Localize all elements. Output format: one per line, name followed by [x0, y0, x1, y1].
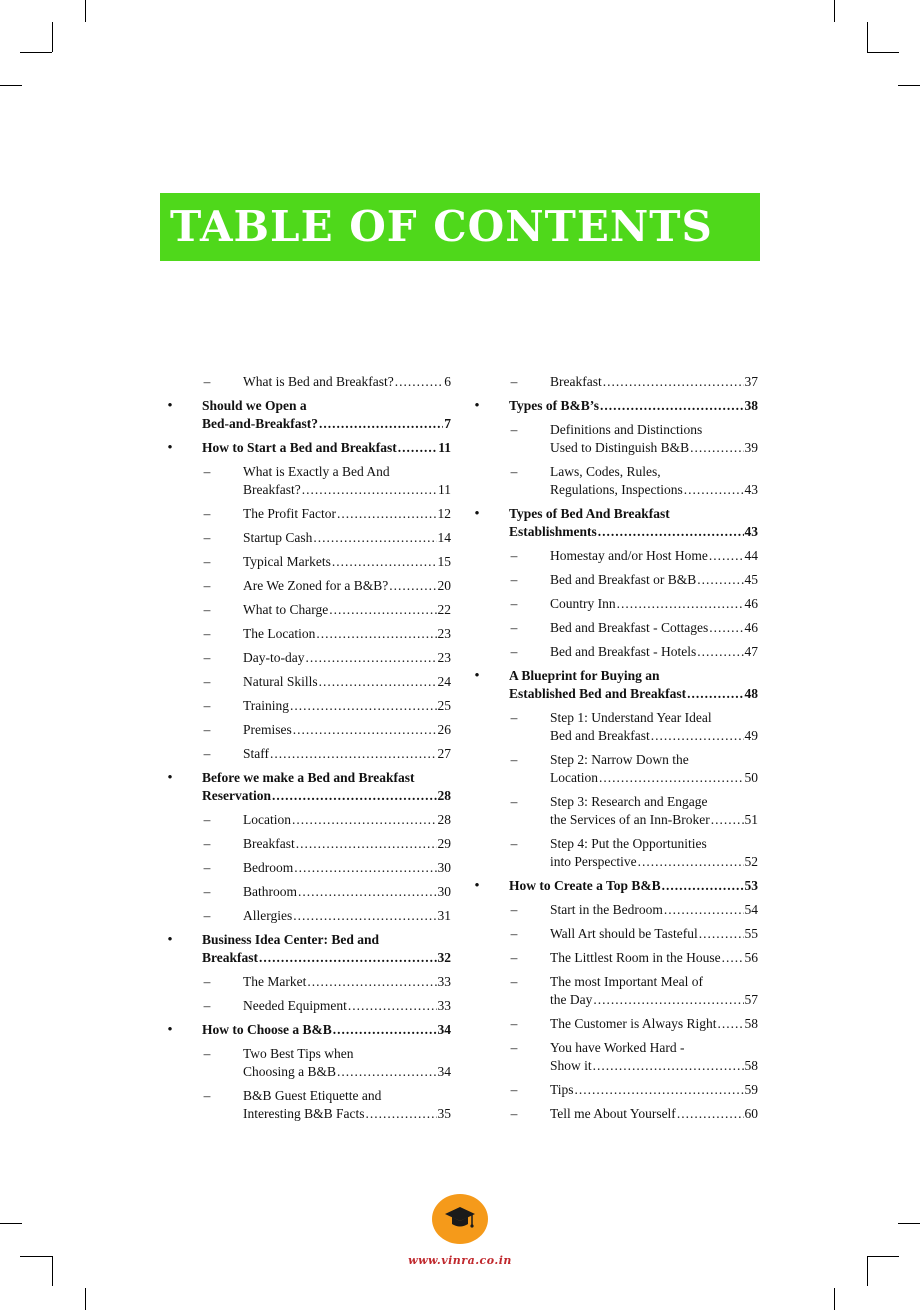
dot-leader [593, 1057, 744, 1075]
toc-entry-title: Types of Bed And Breakfast [509, 506, 670, 521]
toc-entry-title: Step 4: Put the Opportunities [550, 836, 707, 851]
dash-icon: – [510, 710, 518, 725]
dot-leader [677, 1105, 744, 1123]
toc-page-number: 12 [437, 506, 451, 521]
dash-icon: – [203, 530, 211, 545]
dash-icon: – [510, 1040, 518, 1055]
dash-icon: – [510, 596, 518, 611]
toc-page-number: 55 [744, 926, 758, 941]
dash-icon: – [510, 1106, 518, 1121]
toc-page-number: 49 [744, 728, 758, 743]
toc-page-number: 54 [744, 902, 758, 917]
crop-mark [867, 22, 868, 52]
toc-entry-title: Start in the Bedroom [550, 902, 663, 917]
toc-entry-title: The Profit Factor [243, 506, 336, 521]
toc-entry-title: Bedroom [243, 860, 294, 875]
dash-icon: – [510, 836, 518, 851]
toc-entry-title: The Littlest Room in the House [550, 950, 721, 965]
dash-icon: – [203, 974, 211, 989]
dash-icon: – [203, 554, 211, 569]
dot-leader [697, 571, 743, 589]
toc-entry-title: Regulations, Inspections [550, 482, 683, 497]
dot-leader [617, 595, 744, 613]
crop-mark [867, 52, 899, 53]
dash-icon: – [510, 620, 518, 635]
toc-page-number: 25 [437, 698, 451, 713]
dot-leader [662, 877, 744, 895]
dot-leader [313, 529, 436, 547]
dash-icon: – [203, 1088, 211, 1103]
bullet-icon: • [474, 398, 480, 414]
toc-entry-title: Breakfast? [243, 482, 301, 497]
toc-page-number: 43 [744, 524, 758, 539]
toc-section-entry[interactable] [163, 553, 451, 571]
toc-section-entry[interactable] [470, 973, 758, 1009]
crop-mark [0, 85, 22, 86]
toc-page-number: 43 [744, 482, 758, 497]
toc-section-entry[interactable] [470, 901, 758, 919]
dot-leader [699, 925, 744, 943]
dash-icon: – [203, 860, 211, 875]
dash-icon: – [510, 644, 518, 659]
toc-page-number: 14 [437, 530, 451, 545]
dot-leader [575, 1081, 744, 1099]
dot-leader [337, 1063, 436, 1081]
dot-leader [722, 949, 744, 967]
crop-mark [867, 1256, 899, 1257]
toc-page-number: 53 [744, 878, 758, 893]
toc-entry-title: What is Bed and Breakfast? [243, 374, 394, 389]
toc-entry-title: What to Charge [243, 602, 329, 617]
toc-section-entry[interactable] [470, 421, 758, 457]
toc-section-entry[interactable] [163, 373, 451, 391]
toc-section-entry[interactable] [163, 577, 451, 595]
dash-icon: – [510, 374, 518, 389]
toc-page-number: 26 [437, 722, 451, 737]
toc-entry-title: The Market [243, 974, 307, 989]
toc-entry-title: Step 3: Research and Engage [550, 794, 708, 809]
toc-section-entry[interactable] [470, 793, 758, 829]
toc-page-number: 15 [437, 554, 451, 569]
toc-page-number: 52 [744, 854, 758, 869]
toc-entry-title: the Services of an Inn-Broker [550, 812, 710, 827]
toc-section-entry[interactable] [163, 811, 451, 829]
toc-page-number: 56 [744, 950, 758, 965]
toc-chapter-entry[interactable] [470, 397, 758, 415]
dot-leader [600, 397, 743, 415]
dash-icon: – [510, 548, 518, 563]
dash-icon: – [510, 974, 518, 989]
toc-page-number: 30 [437, 884, 451, 899]
toc-section-entry[interactable] [163, 601, 451, 619]
toc-page-number: 6 [444, 374, 451, 389]
crop-mark [834, 1288, 835, 1310]
crop-mark [898, 1223, 920, 1224]
dot-leader [316, 625, 436, 643]
toc-section-entry[interactable] [470, 571, 758, 589]
toc-entry-title: Bed and Breakfast or B&B [550, 572, 697, 587]
toc-page-number: 23 [437, 650, 451, 665]
toc-entry-title: A Blueprint for Buying an [509, 668, 660, 683]
toc-entry-title: Country Inn [550, 596, 616, 611]
dot-leader [292, 811, 437, 829]
dot-leader [366, 1105, 437, 1123]
dash-icon: – [510, 422, 518, 437]
toc-entry-title: Definitions and Distinctions [550, 422, 703, 437]
page-title: TABLE OF CONTENTS [170, 202, 713, 251]
toc-section-entry[interactable] [163, 697, 451, 715]
dash-icon: – [203, 812, 211, 827]
toc-entry-title: B&B Guest Etiquette and [243, 1088, 382, 1103]
toc-entry-title: Wall Art should be Tasteful [550, 926, 698, 941]
dot-leader [599, 769, 744, 787]
toc-entry-title: Should we Open a [202, 398, 307, 413]
toc-section-entry[interactable] [470, 1105, 758, 1123]
bullet-icon: • [167, 398, 173, 414]
toc-entry-title: Premises [243, 722, 292, 737]
dot-leader [272, 787, 437, 805]
dash-icon: – [510, 902, 518, 917]
toc-entry-title: Needed Equipment [243, 998, 347, 1013]
toc-page-number: 30 [437, 860, 451, 875]
toc-page-number: 59 [744, 1082, 758, 1097]
toc-entry-title: Reservation [202, 788, 271, 803]
dot-leader [687, 685, 743, 703]
dot-leader [270, 745, 437, 763]
dash-icon: – [510, 752, 518, 767]
toc-section-entry[interactable] [470, 595, 758, 613]
crop-mark [834, 0, 835, 22]
toc-section-entry[interactable] [470, 643, 758, 661]
toc-entry-title: Training [243, 698, 290, 713]
dash-icon: – [203, 722, 211, 737]
dot-leader [598, 523, 744, 541]
toc-page-number: 46 [744, 620, 758, 635]
toc-page-number: 51 [744, 812, 758, 827]
crop-mark [20, 1256, 52, 1257]
dash-icon: – [203, 578, 211, 593]
dot-leader [307, 973, 436, 991]
toc-section-entry[interactable] [470, 547, 758, 565]
toc-entry-title: How to Choose a B&B [202, 1022, 332, 1037]
dot-leader [293, 907, 436, 925]
toc-page-number: 44 [744, 548, 758, 563]
dash-icon: – [510, 926, 518, 941]
toc-page-number: 22 [437, 602, 451, 617]
toc-section-entry[interactable] [163, 835, 451, 853]
toc-entry-title: Breakfast [243, 836, 295, 851]
toc-chapter-entry[interactable] [163, 1021, 451, 1039]
toc-entry-title: What is Exactly a Bed And [243, 464, 390, 479]
dot-leader [593, 991, 743, 1009]
toc-section-entry[interactable] [163, 883, 451, 901]
toc-section-entry[interactable] [470, 1081, 758, 1099]
toc-section-entry[interactable] [470, 373, 758, 391]
toc-section-entry[interactable] [470, 751, 758, 787]
dot-leader [332, 553, 437, 571]
crop-mark [867, 1256, 868, 1286]
toc-section-entry[interactable] [163, 907, 451, 925]
toc-page-number: 24 [437, 674, 451, 689]
toc-entry-title: Allergies [243, 908, 293, 923]
dot-leader [389, 577, 436, 595]
toc-entry-title: How to Start a Bed and Breakfast [202, 440, 397, 455]
toc-entry-title: Bed and Breakfast - Hotels [550, 644, 697, 659]
dot-leader [319, 415, 443, 433]
toc-page-number: 23 [437, 626, 451, 641]
toc-entry-title: Tips [550, 1082, 574, 1097]
toc-section-entry[interactable] [470, 835, 758, 871]
toc-section-entry[interactable] [163, 1045, 451, 1081]
dash-icon: – [510, 464, 518, 479]
toc-section-entry[interactable] [163, 625, 451, 643]
toc-page-number: 60 [744, 1106, 758, 1121]
toc-entry-title: Interesting B&B Facts [243, 1106, 365, 1121]
toc-page-number: 58 [744, 1016, 758, 1031]
toc-section-entry[interactable] [163, 859, 451, 877]
toc-entry-title: Location [550, 770, 598, 785]
toc-page-number: 35 [437, 1106, 451, 1121]
dash-icon: – [203, 908, 211, 923]
toc-chapter-entry[interactable] [470, 667, 758, 703]
toc-page-number: 45 [744, 572, 758, 587]
toc-entry-title: Step 1: Understand Year Ideal [550, 710, 712, 725]
toc-section-entry[interactable] [470, 463, 758, 499]
dash-icon: – [203, 650, 211, 665]
toc-page-number: 48 [744, 686, 758, 701]
dash-icon: – [510, 1082, 518, 1097]
dash-icon: – [203, 674, 211, 689]
dot-leader [638, 853, 744, 871]
toc-page-number: 33 [437, 974, 451, 989]
dot-leader [395, 373, 444, 391]
bullet-icon: • [474, 506, 480, 522]
toc-left-column [163, 373, 451, 1129]
crop-mark [52, 1256, 53, 1286]
bullet-icon: • [474, 878, 480, 894]
toc-section-entry[interactable] [163, 463, 451, 499]
bullet-icon: • [167, 440, 173, 456]
toc-section-entry[interactable] [163, 1087, 451, 1123]
toc-chapter-entry[interactable] [470, 505, 758, 541]
dot-leader [305, 649, 436, 667]
toc-page-number: 28 [437, 812, 451, 827]
dot-leader [718, 1015, 744, 1033]
toc-entry-title: Laws, Codes, Rules, [550, 464, 661, 479]
dash-icon: – [203, 746, 211, 761]
bullet-icon: • [474, 668, 480, 684]
dot-leader [348, 997, 437, 1015]
dot-leader [690, 439, 743, 457]
toc-page-number: 33 [437, 998, 451, 1013]
toc-page-number: 38 [744, 398, 758, 413]
dot-leader [302, 481, 437, 499]
dot-leader [294, 859, 436, 877]
toc-chapter-entry[interactable] [163, 769, 451, 805]
graduation-cap-logo-icon [432, 1194, 488, 1244]
toc-section-entry[interactable] [163, 505, 451, 523]
dot-leader [664, 901, 744, 919]
toc-entry-title: Startup Cash [243, 530, 313, 545]
toc-page-number: 34 [437, 1022, 451, 1037]
toc-entry-title: How to Create a Top B&B [509, 878, 661, 893]
toc-page-number: 7 [444, 416, 451, 431]
dash-icon: – [203, 464, 211, 479]
dot-leader [709, 547, 744, 565]
toc-entry-title: You have Worked Hard - [550, 1040, 685, 1055]
toc-entry-title: Choosing a B&B [243, 1064, 337, 1079]
toc-section-entry[interactable] [163, 649, 451, 667]
toc-section-entry[interactable] [163, 997, 451, 1015]
dot-leader [711, 811, 744, 829]
dash-icon: – [203, 698, 211, 713]
dash-icon: – [203, 998, 211, 1013]
toc-entry-title: Natural Skills [243, 674, 318, 689]
dash-icon: – [510, 794, 518, 809]
toc-page-number: 47 [744, 644, 758, 659]
toc-entry-title: The Location [243, 626, 316, 641]
toc-page-number: 31 [437, 908, 451, 923]
toc-section-entry[interactable] [470, 709, 758, 745]
toc-entry-title: Bed and Breakfast [550, 728, 650, 743]
toc-page-number: 27 [437, 746, 451, 761]
toc-section-entry[interactable] [163, 673, 451, 691]
dot-leader [329, 601, 436, 619]
toc-entry-title: Staff [243, 746, 269, 761]
toc-page-number: 28 [437, 788, 451, 803]
toc-entry-title: Tell me About Yourself [550, 1106, 676, 1121]
dash-icon: – [203, 602, 211, 617]
dash-icon: – [510, 950, 518, 965]
dot-leader [290, 697, 436, 715]
toc-entry-title: Before we make a Bed and Breakfast [202, 770, 415, 785]
toc-section-entry[interactable] [470, 619, 758, 637]
dot-leader [651, 727, 744, 745]
toc-entry-title: Day-to-day [243, 650, 305, 665]
crop-mark [52, 22, 53, 52]
toc-chapter-entry[interactable] [163, 397, 451, 433]
toc-page-number: 46 [744, 596, 758, 611]
crop-mark [20, 52, 52, 53]
dot-leader [398, 439, 437, 457]
toc-right-column [470, 373, 758, 1129]
dash-icon: – [510, 572, 518, 587]
toc-section-entry[interactable] [470, 949, 758, 967]
title-banner [160, 193, 760, 261]
toc-section-entry[interactable] [163, 745, 451, 763]
toc-section-entry[interactable] [470, 1039, 758, 1075]
toc-section-entry[interactable] [470, 1015, 758, 1033]
dot-leader [293, 721, 437, 739]
dash-icon: – [203, 836, 211, 851]
toc-entry-title: Bed and Breakfast - Cottages [550, 620, 709, 635]
toc-page-number: 39 [744, 440, 758, 455]
toc-page-number: 11 [438, 482, 451, 497]
dot-leader [259, 949, 437, 967]
dot-leader [298, 883, 437, 901]
toc-page-number: 57 [744, 992, 758, 1007]
website-url[interactable]: www.vinra.co.in [408, 1254, 512, 1267]
dash-icon: – [203, 884, 211, 899]
toc-entry-title: Show it [550, 1058, 592, 1073]
dot-leader [319, 673, 437, 691]
dot-leader [333, 1021, 437, 1039]
dash-icon: – [510, 1016, 518, 1031]
dash-icon: – [203, 506, 211, 521]
toc-entry-title: Two Best Tips when [243, 1046, 354, 1061]
crop-mark [0, 1223, 22, 1224]
bullet-icon: • [167, 1022, 173, 1038]
bullet-icon: • [167, 932, 173, 948]
toc-entry-title: The most Important Meal of [550, 974, 703, 989]
toc-entry-title: Bathroom [243, 884, 297, 899]
toc-section-entry[interactable] [470, 925, 758, 943]
toc-entry-title: Bed-and-Breakfast? [202, 416, 319, 431]
bullet-icon: • [167, 770, 173, 786]
toc-section-entry[interactable] [163, 721, 451, 739]
toc-entry-title: Are We Zoned for a B&B? [243, 578, 389, 593]
toc-entry-title: Used to Distinguish B&B [550, 440, 690, 455]
toc-entry-title: The Customer is Always Right [550, 1016, 717, 1031]
toc-section-entry[interactable] [163, 529, 451, 547]
dot-leader [337, 505, 437, 523]
toc-page-number: 58 [744, 1058, 758, 1073]
dash-icon: – [203, 1046, 211, 1061]
dash-icon: – [203, 626, 211, 641]
dot-leader [697, 643, 743, 661]
toc-entry-title: Breakfast [550, 374, 602, 389]
toc-chapter-entry[interactable] [163, 439, 451, 457]
toc-entry-title: Business Idea Center: Bed and [202, 932, 380, 947]
toc-entry-title: Establishments [509, 524, 597, 539]
crop-mark [85, 0, 86, 22]
toc-page-number: 34 [437, 1064, 451, 1079]
toc-page-number: 32 [437, 950, 451, 965]
crop-mark [85, 1288, 86, 1310]
toc-entry-title: Step 2: Narrow Down the [550, 752, 689, 767]
toc-entry-title: Homestay and/or Host Home [550, 548, 708, 563]
toc-entry-title: Typical Markets [243, 554, 331, 569]
toc-entry-title: Established Bed and Breakfast [509, 686, 687, 701]
toc-page-number: 50 [744, 770, 758, 785]
toc-chapter-entry[interactable] [470, 877, 758, 895]
toc-entry-title: Types of B&B’s [509, 398, 600, 413]
toc-page-number: 11 [438, 440, 451, 455]
toc-entry-title: Breakfast [202, 950, 258, 965]
toc-entry-title: the Day [550, 992, 593, 1007]
toc-entry-title: Location [243, 812, 291, 827]
dot-leader [684, 481, 744, 499]
dot-leader [709, 619, 743, 637]
toc-chapter-entry[interactable] [163, 931, 451, 967]
toc-page-number: 29 [437, 836, 451, 851]
dot-leader [603, 373, 744, 391]
toc-page-number: 37 [744, 374, 758, 389]
toc-page-number: 20 [437, 578, 451, 593]
crop-mark [898, 85, 920, 86]
dot-leader [296, 835, 437, 853]
toc-section-entry[interactable] [163, 973, 451, 991]
toc-entry-title: into Perspective [550, 854, 637, 869]
dash-icon: – [203, 374, 211, 389]
